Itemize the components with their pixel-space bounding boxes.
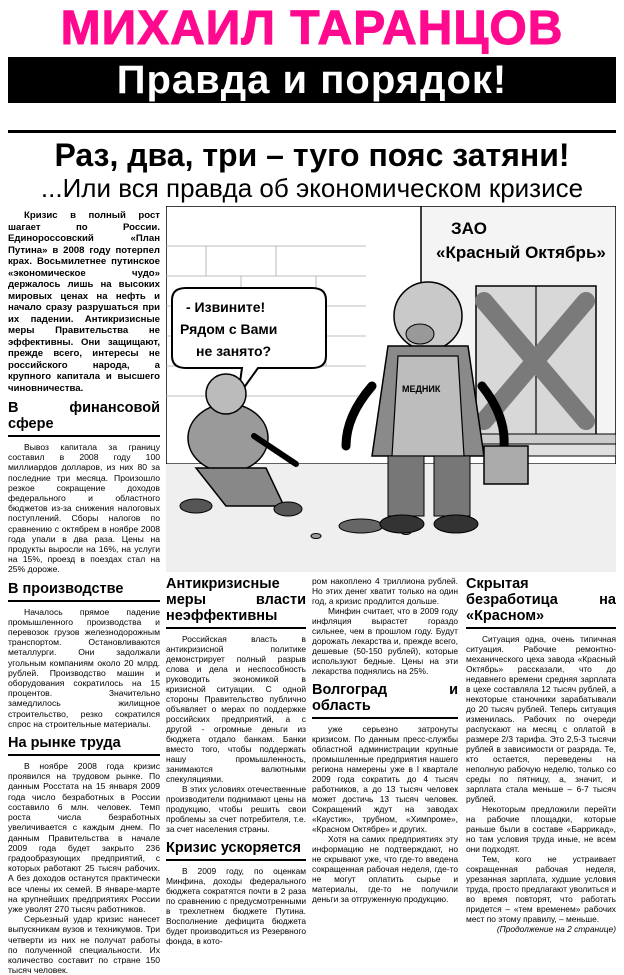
column-1 (8, 210, 160, 975)
lead-paragraph (8, 210, 160, 394)
company-label-line2: «Красный Октябрь» (436, 243, 606, 262)
cartoon-illustration (166, 206, 616, 572)
speech-line-3: не занято? (196, 343, 272, 359)
apron-label: МЕДНИК (402, 384, 441, 394)
section-heading-production: В производстве (8, 581, 160, 602)
hidden-text-2: Некоторым предложили перейти на рабочие площадки, которые раньше были в составе «Баррикад», но там условия труда иные, не всем они подходят. (466, 804, 616, 854)
headline-rule (8, 130, 616, 133)
speech-line-1: - Извините! (186, 299, 266, 315)
production-text: Началось прямое падение промышленного производства и перевозок грузов железнодорожным транспортом. Остановливаются металлурги. Они задолжали угольным компаниям около 20 млрд. рублей. Производство машин и оборудования сократилось на 15 процентов. Значительно замедлилось жилищное строительство, резко сократился спрос на строительные материалы. (8, 606, 160, 729)
section-heading-labour: На рынке труда (8, 735, 160, 756)
speech-line-2: Рядом с Вами (180, 321, 278, 337)
column-3-text-1: ром накоплено 4 триллиона рублей. Но этих денег хватит только на один год, а кризис продлится дольше. (312, 576, 458, 606)
masthead-name: МИХАИЛ ТАРАНЦОВ (60, 2, 564, 55)
column-3-text-2: Минфин считает, что в 2009 году инфляция вырастет гораздо сильнее, чем в прошлом году. Будут дорожать лекарства и, прежде всего, дешевые (50-150 рублей), которые используют бедные. Цены на эти лекарства поднялись на 25%. (312, 606, 458, 676)
hidden-text-3: Тем, кого не устраивает сокращенная рабочая неделя, урезанная зарплата, худшие условия труда, просто предлагают уволиться и во время повторят, что работать придется – «тем временем» рабочих мест по этому правилу, – меньше. (466, 854, 616, 924)
section-heading-finance: В финансовой сфере (8, 400, 160, 437)
volgograd-text-2: Хотя на самих предприятиях эту информацию не подтверждают, но не скрывают уже, что где-то введена сокращенная рабочая неделя, где-то не могут оплатить сырье и материалы, где-то не получили деньги за отгруженную продукцию. (312, 834, 458, 904)
lead-text: Кризис в полный рост шагает по России. Единороссовский «План Путина» в 2008 году потерпел крах. Восьмилетнее путинское «экономическое чудо» держалось лишь на высоких мировых ценах на нефть и начало сразу разрушаться при их падении. Антикризисные меры Правительства не эффективны. Они защищают, прежде всего, интересы не российского народа, а крупного капитала и высшего чиновничества. (8, 210, 160, 394)
volgograd-text-1: уже серьезно затронуты кризисом. По данным пресс-службы областной администрации крупные промышленные предприятия нашего региона намерены уже в I квартале 2009 года сократить до 4 тысяч работников, а до 13 тысяч человек может достичь 13 тысяч человек. Сокращений ждут на заводах «Каустик», трубном, «Химпроме», «Красном Октябре» и других. (312, 724, 458, 834)
masthead-slogan: Правда и порядок! (8, 57, 616, 103)
anticrisis-text-2: В этих условиях отечественные производители поднимают цены на продукцию, чтобы решить свои проблемы за счет потребителя, т.е. за счет населения страны. (166, 784, 306, 834)
section-heading-anticrisis: Антикризисные меры власти неэффективны (166, 576, 306, 629)
column-4 (466, 576, 616, 934)
labour-text-1: В ноябре 2008 года кризис проявился на трудовом рынке. По данным Росстата на 15 января 2009 года число безработных в России составило 6 млн. человек. Темп роста числа безработных увеличивается с каждым днем. По данным Правительства в начале 2009 года будет закрыто 236 градообразующих предприятий, с которых работают 25 тысяч рабочих. А без доходов останутся практически все члены их семей. В январе-марте на крупнейших предприятиях России уже уволят 270 тысяч работников. (8, 761, 160, 914)
labour-text-2: Серьезный удар кризис нанесет выпускникам вузов и техникумов. Три четверти из них не получат работы по полученной специальности. Их количество составит по стране 150 тысяч человек. (8, 914, 160, 975)
section-heading-volgograd: Волгоград и область (312, 682, 458, 719)
article-subhead: ...Или вся правда об экономическом кризисе (40, 173, 584, 203)
acceleration-text: В 2009 году, по оценкам Минфина, доходы федерального бюджета сократятся почти в 2 раза по сравнению с предусмотренными в трехлетнем бюджете Путина. Восполнение дефицита бюджета будет производиться из Резервного фонда, в кото- (166, 866, 306, 946)
section-heading-hidden-unemployment: Скрытая безработица на «Красном» (466, 576, 616, 629)
cartoon-drawing (166, 206, 616, 572)
finance-text: Вывоз капитала за границу составил в 2008 году 100 миллиардов долларов, из них 80 за последние три месяца. Произошло резкое сокращение доходов федерального и областного бюджетов из-за снижения налоговых поступлений. Сборы налогов по сравнению с октябрем в ноябре 2008 года упали в два раза. Цены на продукты выросли на 16%, на услуги на 15%, проезд в поездах стал на 25% дороже. (8, 442, 160, 575)
masthead (0, 0, 624, 108)
hidden-text-1: Ситуация одна, очень типичная ситуация. Рабочие ремонтно-механического цеха завода «Красный Октябрь» рассказали, что до недавнего времени средняя зарплата в цехе составляла 12 тысяч рублей, а некоторые станочники зарабатывали до 20 тысяч рублей. Теперь ситуация изменилась. Рабочих по очереди распускают на месяц с оплатой в размере 2/3 тарифа. Это 2,5-3 тысячи рублей в зависимости от разряда. Те, кто остается, переведены на неполную рабочую неделю, только со среды по пятницу, а, значит, и зарплата стала меньше – 6-7 тысяч рублей. (466, 634, 616, 804)
company-label-line1: ЗАО (451, 219, 487, 238)
column-2 (166, 576, 306, 946)
article-headline: Раз, два, три – туго пояс затяни! (54, 137, 570, 173)
anticrisis-text-1: Российская власть в антикризисной политике демонстрирует полный разрыв слова и дела и неспособность руководить экономикой в кризисной ситуации. С одной стороны Правительство публично объявляет о мерах по поддержке российских предприятий, а с другой - огромные деньги из бюджета отдало банкам. Банки вместо того, чтобы поддержать нашу промышленность, занимаются валютными спекуляциями. (166, 634, 306, 784)
section-heading-acceleration: Кризис ускоряется (166, 840, 306, 861)
column-3 (312, 576, 458, 904)
continued-note: (Продолжение на 2 странице) (496, 924, 616, 934)
